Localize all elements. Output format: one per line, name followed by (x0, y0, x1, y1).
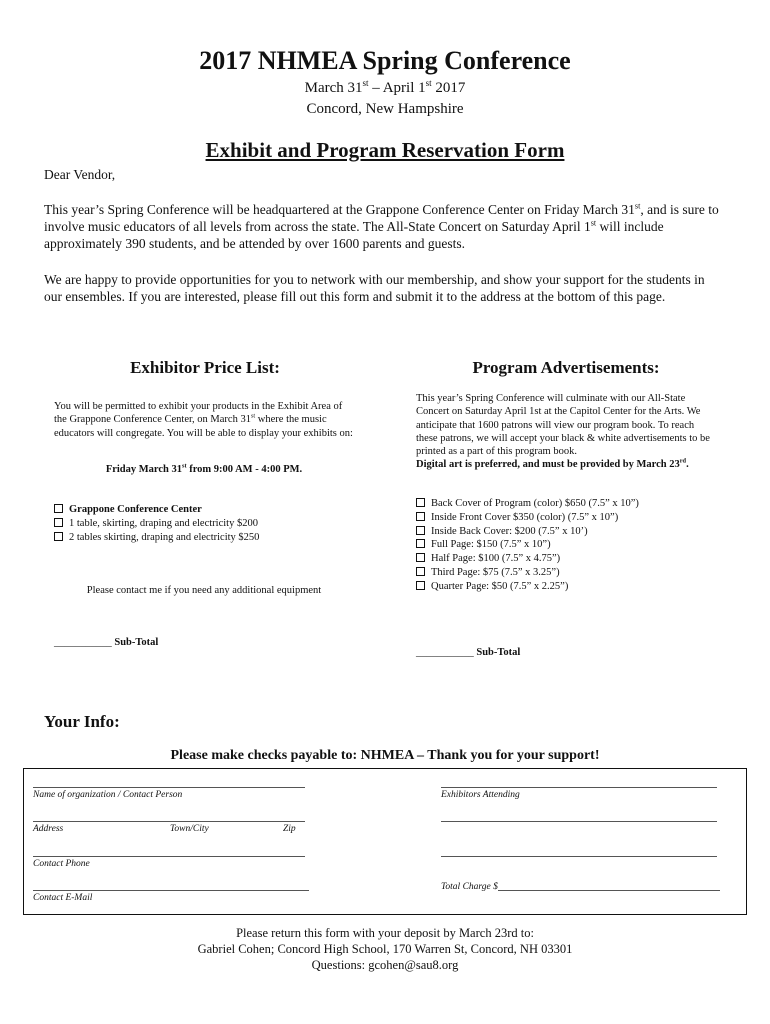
exhibitor-option[interactable]: 1 table, skirting, draping and electricity $200 (54, 517, 354, 531)
program-heading: Program Advertisements: (472, 358, 660, 377)
exhibitor-option[interactable]: Grappone Conference Center (54, 503, 354, 517)
total-charge-label: Total Charge $ (441, 882, 498, 892)
program-options (416, 497, 726, 594)
ad-option[interactable]: Full Page: $150 (7.5” x 10”) (416, 538, 726, 552)
checkbox[interactable] (416, 567, 425, 576)
checkbox[interactable] (416, 553, 425, 562)
greeting: Dear Vendor, (44, 167, 116, 182)
ad-option[interactable]: Half Page: $100 (7.5” x 4.75”) (416, 552, 726, 566)
exhibitor-intro: You will be permitted to exhibit your products in the Exhibit Area of the Grappone Conference Center, on March 31st where the music educators will congregate. You will be able to display your exhibits on: (54, 401, 353, 439)
ad-option[interactable]: Inside Back Cover: $200 (7.5” x 10’) (416, 525, 726, 539)
mailing-address: Gabriel Cohen; Concord High School, 170 Warren St, Concord, NH 03301 (197, 942, 573, 956)
exhibitors-input-line[interactable] (441, 787, 717, 788)
program-intro: This year’s Spring Conference will culminate with our All-State Concert on Saturday April 1st at the Capitol Center for the Arts. We anticipate that 1600 patrons will view our program book. To reach these patrons, we will accept your black & white advertisements to be printed as a part of this program book. (416, 393, 710, 458)
checkbox[interactable] (416, 512, 425, 521)
town-label: Town/City (170, 824, 209, 834)
phone-label: Contact Phone (33, 859, 90, 869)
email-input-line[interactable] (33, 890, 309, 891)
checkbox[interactable] (416, 581, 425, 590)
address-input-line[interactable] (33, 821, 305, 822)
ad-option[interactable]: Quarter Page: $50 (7.5” x 2.25”) (416, 580, 726, 594)
extra-input-line[interactable] (441, 821, 717, 822)
return-line: Please return this form with your deposit by March 23rd to: (236, 926, 534, 940)
questions-contact[interactable]: Questions: gcohen@sau8.org (311, 958, 459, 972)
exhibitors-label: Exhibitors Attending (441, 790, 520, 800)
exhibitor-subtotal[interactable]: ___________ Sub-Total (54, 637, 159, 648)
checkbox[interactable] (54, 504, 63, 513)
checkbox[interactable] (416, 498, 425, 507)
zip-label: Zip (283, 824, 296, 834)
exhibitor-heading: Exhibitor Price List: (130, 358, 280, 377)
conference-location: Concord, New Hampshire (306, 101, 464, 117)
digital-art-note: Digital art is preferred, and must be provided by March 23rd. (416, 457, 689, 470)
exhibitor-options (54, 503, 354, 544)
your-info-heading: Your Info: (44, 712, 120, 731)
total-charge-input-line[interactable] (498, 890, 720, 891)
program-subtotal[interactable]: ___________ Sub-Total (416, 647, 521, 658)
phone-input-line[interactable] (33, 856, 305, 857)
opportunity-paragraph: We are happy to provide opportunities for you to network with our membership, and show your support for the students in our ensembles. If you are interested, please fill out this form and submit it to the address at the bottom of this page. (44, 272, 705, 304)
org-label: Name of organization / Contact Person (33, 790, 183, 800)
conference-dates: March 31st – April 1st 2017 (304, 78, 466, 96)
org-input-line[interactable] (33, 787, 305, 788)
intro-paragraph: This year’s Spring Conference will be headquartered at the Grappone Conference Center on Friday March 31st, and is sure to involve music educators of all levels from across the state. The All-State Concert on Saturday April 1st will include approximately 390 students, and be attended by over 1600 parents and guests. (44, 201, 719, 251)
checks-payable-note: Please make checks payable to: NHMEA – Thank you for your support! (170, 748, 600, 763)
extra-input-line-2[interactable] (441, 856, 717, 857)
exhibit-time: Friday March 31st from 9:00 AM - 4:00 PM. (105, 462, 303, 475)
checkbox[interactable] (416, 526, 425, 535)
return-instructions (0, 925, 770, 973)
exhibitor-option[interactable]: 2 tables skirting, draping and electricity $250 (54, 531, 354, 545)
equipment-note: Please contact me if you need any additional equipment (86, 585, 322, 596)
email-label: Contact E-Mail (33, 893, 93, 903)
checkbox[interactable] (416, 539, 425, 548)
address-label: Address (33, 824, 64, 834)
ad-option[interactable]: Inside Front Cover $350 (color) (7.5” x 10”) (416, 511, 726, 525)
checkbox[interactable] (54, 518, 63, 527)
ad-option[interactable]: Third Page: $75 (7.5” x 3.25”) (416, 566, 726, 580)
page-title: 2017 NHMEA Spring Conference (199, 46, 571, 75)
ad-option[interactable]: Back Cover of Program (color) $650 (7.5” x 10”) (416, 497, 726, 511)
form-title: Exhibit and Program Reservation Form (205, 138, 565, 162)
info-form-box (23, 768, 747, 915)
checkbox[interactable] (54, 532, 63, 541)
